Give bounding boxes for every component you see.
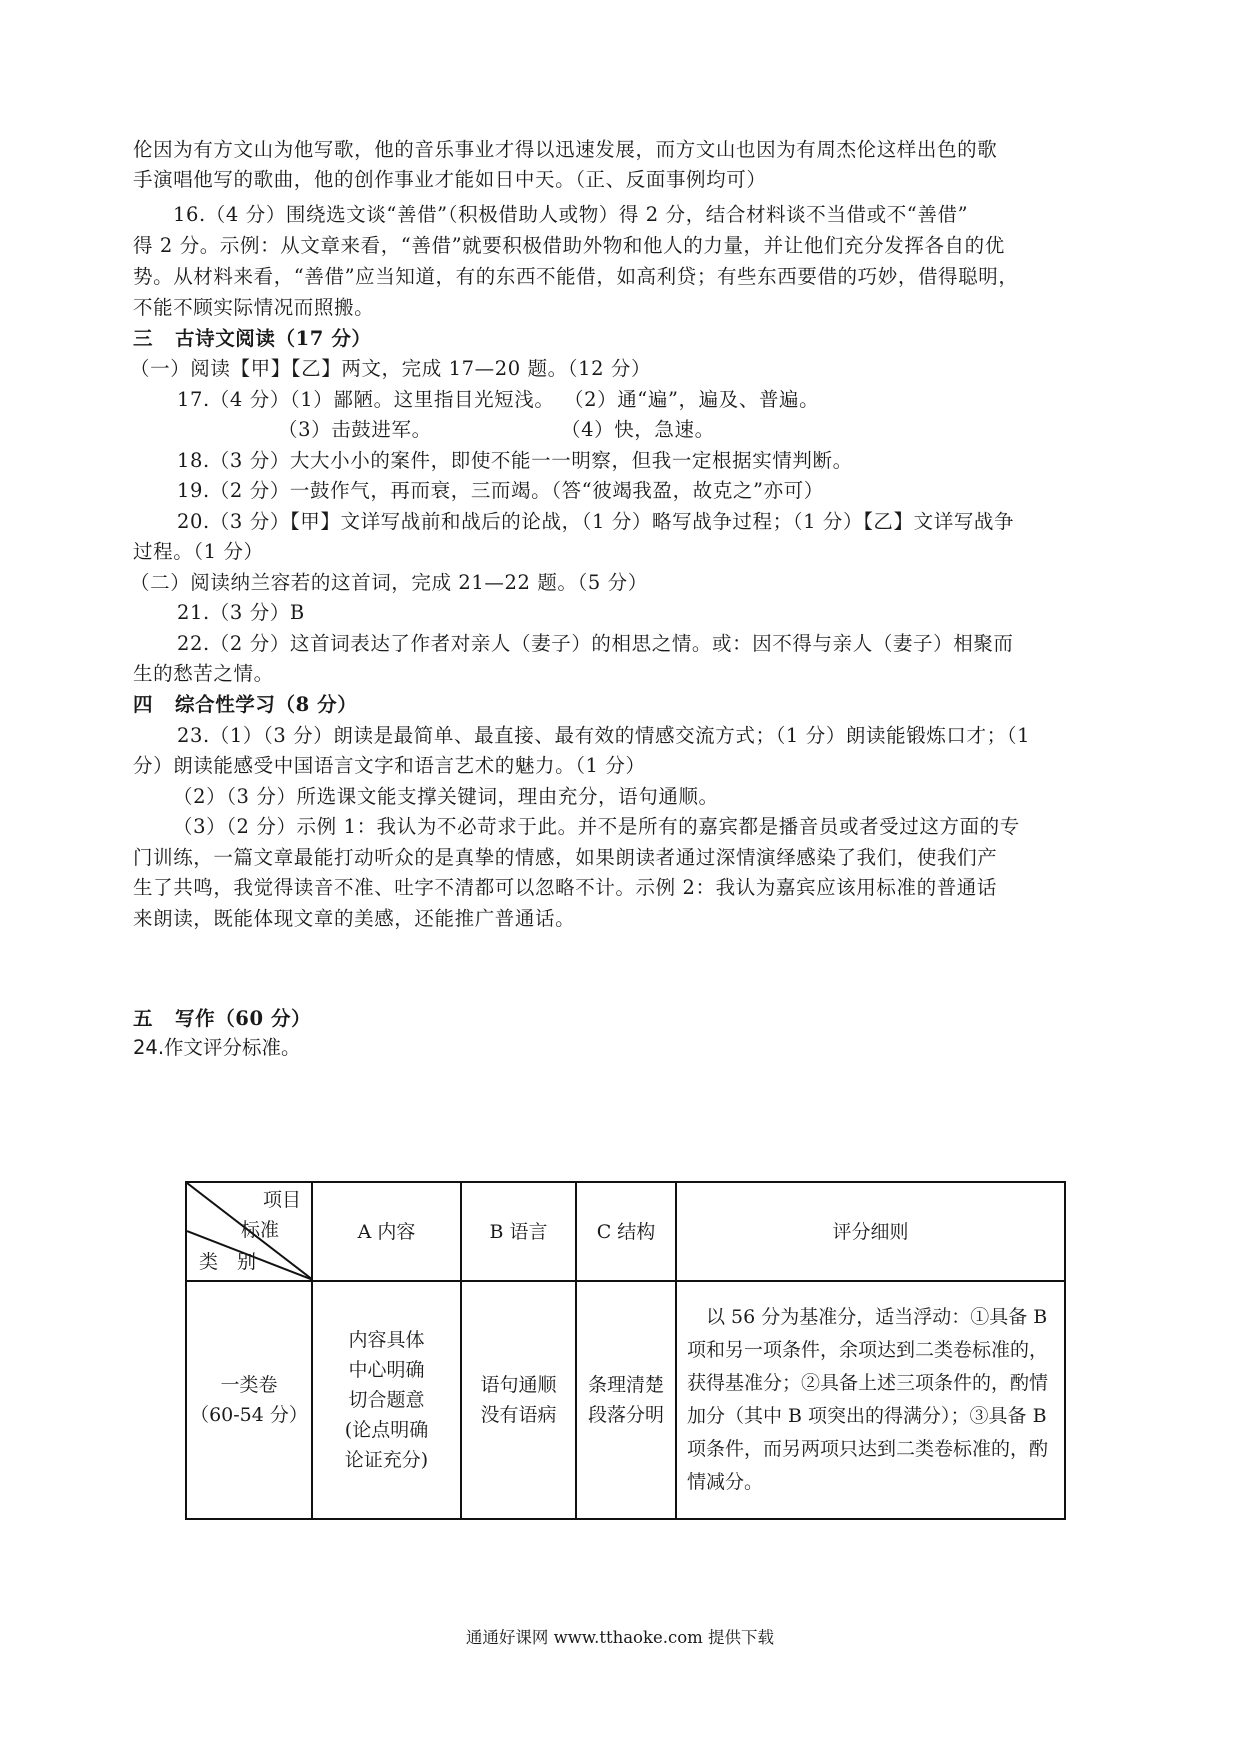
language-cell: [461, 1281, 576, 1519]
column-header: 评分细则: [676, 1182, 1065, 1281]
answer-22-line: 生的愁苦之情。: [133, 662, 274, 685]
content-cell: [312, 1281, 461, 1519]
answer-23-line: 来朗读，既能体现文章的美感，还能推广普通话。: [133, 907, 576, 930]
content-criterion: 切合题意: [348, 1389, 425, 1411]
answer-17-item: （2）通“遍”，遍及、普遍。: [564, 388, 820, 411]
section-heading-5: [133, 1007, 311, 1031]
content-criterion: 论证充分): [344, 1449, 429, 1471]
section-number: 四: [133, 693, 154, 716]
answer-17-item: （4）快，急速。: [561, 418, 715, 441]
content-criterion: (论点明确: [344, 1419, 429, 1441]
answer-23-line: 生了共鸣，我觉得读音不准、吐字不清都可以忽略不计。示例 2：我认为嘉宾应该用标准的普通话: [133, 876, 998, 899]
answer-17-item: （3）击鼓进军。: [278, 418, 432, 441]
section-title: 写作（60 分）: [175, 1007, 312, 1030]
scoring-table: [185, 1181, 1066, 1520]
paragraph-line: 手演唱他写的歌曲，他的创作事业才能如日中天。（正、反面事例均可）: [133, 168, 767, 191]
section-heading-4: [133, 693, 357, 717]
section-number: 三: [133, 327, 154, 350]
paragraph-line: 伦因为有方文山为他写歌，他的音乐事业才得以迅速发展，而方文山也因为有周杰伦这样出色的歌: [133, 138, 998, 161]
answer-23-line: 23.（1）（3 分）朗读是最简单、最直接、最有效的情感交流方式；（1 分）朗读能锻炼口才；（1: [177, 724, 1031, 747]
table-row: [186, 1281, 1065, 1519]
category-name: 一类卷: [220, 1374, 278, 1396]
column-header: C 结构: [576, 1182, 676, 1281]
corner-label-item: 项目: [263, 1189, 302, 1211]
structure-criterion: 段落分明: [587, 1404, 664, 1426]
answer-23-line: （2）（3 分）所选课文能支撑关键词，理由充分，语句通顺。: [173, 785, 719, 808]
subsection-title: （一）阅读【甲】【乙】两文，完成 17—20 题。（12 分）: [130, 357, 652, 380]
scoring-rules-cell: 以 56 分为基准分，适当浮动：①具备 B 项和另一项条件，余项达到二类卷标准的，获得基准分；②具备上述三项条件的，酌情加分（其中 B 项突出的得满分）；③具备 B 项条件，而另两项只达到二类卷标准的，酌情减分。: [676, 1281, 1065, 1519]
subsection-title: （二）阅读纳兰容若的这首词，完成 21—22 题。（5 分）: [130, 571, 648, 594]
content-criterion: 中心明确: [348, 1359, 425, 1381]
answer-22-line: 22.（2 分）这首词表达了作者对亲人（妻子）的相思之情。或：因不得与亲人（妻子）相聚而: [177, 632, 1014, 655]
table-caption: 24.作文评分标准。: [133, 1036, 301, 1059]
section-title: 综合性学习（8 分）: [175, 693, 358, 716]
answer-19: 19.（2 分）一鼓作气，再而衰，三而竭。（答“彼竭我盈，故克之”亦可）: [177, 479, 824, 502]
answer-23-line: 分）朗读能感受中国语言文字和语言艺术的魅力。（1 分）: [133, 754, 646, 777]
answer-16-line: 势。从材料来看，“善借”应当知道，有的东西不能借，如高利贷；有些东西要借的巧妙，借得聪明，: [133, 265, 1019, 288]
corner-label-category: 类 别: [199, 1251, 257, 1273]
answer-21: 21.（3 分）B: [177, 601, 305, 624]
column-header: A 内容: [312, 1182, 461, 1281]
category-cell: [186, 1281, 312, 1519]
language-criterion: 语句通顺: [480, 1374, 557, 1396]
answer-16-line: 得 2 分。示例：从文章来看，“善借”就要积极借助外物和他人的力量，并让他们充分发挥各自的优: [133, 234, 1005, 257]
section-heading-3: [133, 327, 372, 351]
language-criterion: 没有语病: [480, 1404, 557, 1426]
section-title: 古诗文阅读（17 分）: [175, 327, 372, 350]
footer-download-note: 通通好课网 www.tthaoke.com 提供下载: [465, 1628, 775, 1647]
answer-17-item: 17.（4 分）（1）鄙陋。这里指目光短浅。: [177, 388, 555, 411]
section-number: 五: [133, 1007, 154, 1030]
answer-20-line: 20.（3 分）【甲】文详写战前和战后的论战，（1 分）略写战争过程；（1 分）【乙】文详写战争: [177, 510, 1015, 533]
answer-23-line: （3）（2 分）示例 1：我认为不必苛求于此。并不是所有的嘉宾都是播音员或者受过这方面的专: [173, 815, 1020, 838]
answer-16-line: 不能不顾实际情况而照搬。: [133, 296, 375, 319]
answer-23-line: 门训练，一篇文章最能打动听众的是真挚的情感，如果朗读者通过深情演绎感染了我们，使我们产: [133, 846, 998, 869]
answer-18: 18.（3 分）大大小小的案件，即使不能一一明察，但我一定根据实情判断。: [177, 449, 853, 472]
table-header-row: [186, 1182, 1065, 1281]
content-criterion: 内容具体: [348, 1329, 425, 1351]
diagonal-header-cell: [186, 1182, 312, 1281]
category-range: （60-54 分）: [190, 1404, 308, 1426]
corner-label-standard: 标准: [241, 1219, 280, 1241]
structure-cell: [576, 1281, 676, 1519]
column-header: B 语言: [461, 1182, 576, 1281]
structure-criterion: 条理清楚: [587, 1374, 664, 1396]
answer-16-line: 16.（4 分）围绕选文谈“善借”（积极借助人或物）得 2 分，结合材料谈不当借或不“善借”: [173, 203, 969, 226]
answer-20-line: 过程。（1 分）: [133, 540, 264, 563]
